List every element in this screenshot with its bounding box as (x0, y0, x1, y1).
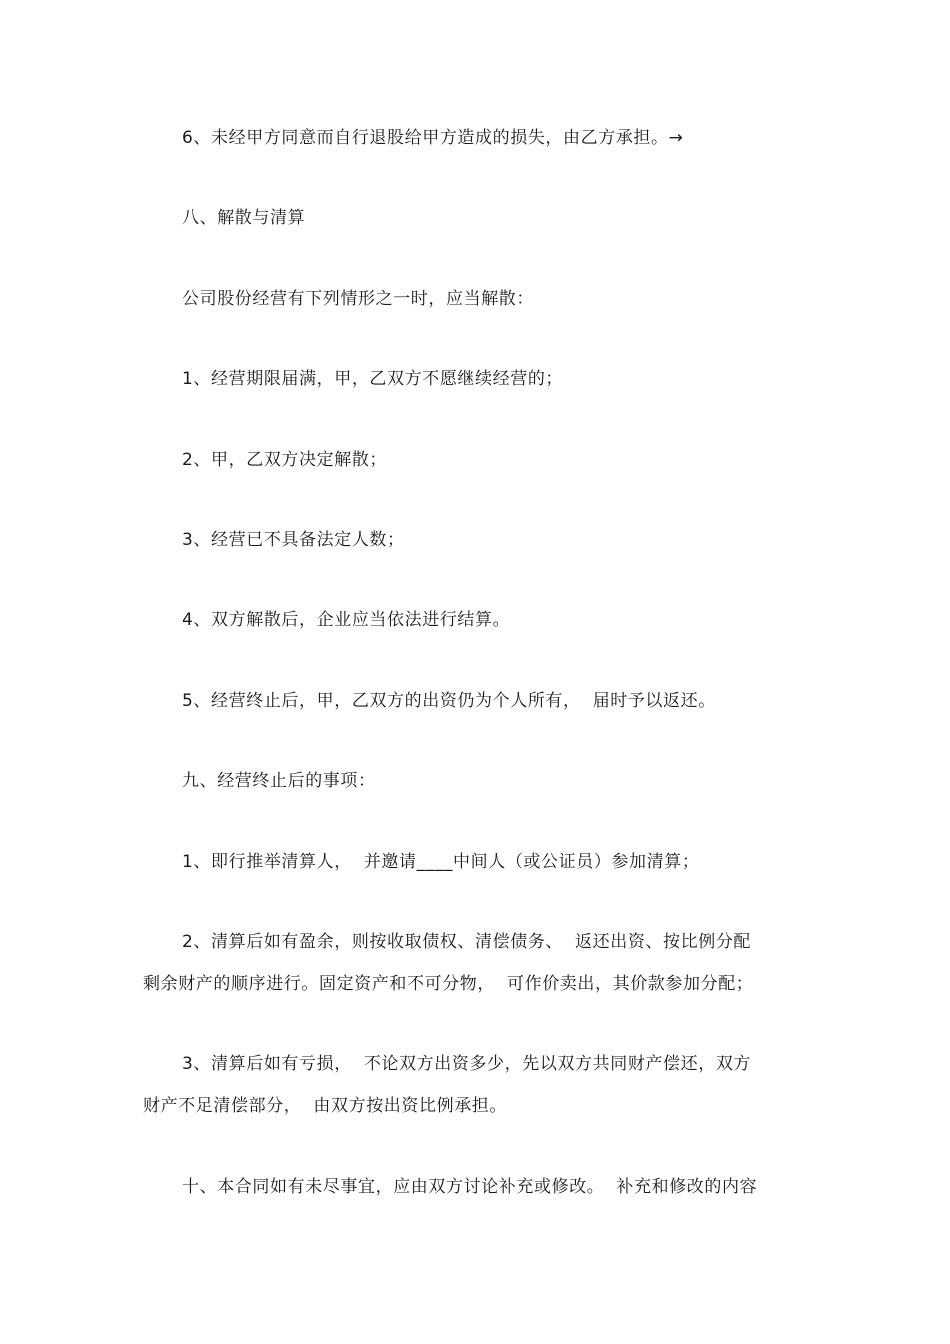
section-8-heading: 八、解散与清算 (182, 208, 306, 228)
termination-item-2-line-2: 剩余财产的顺序进行。固定资产和不可分物， 可作价卖出，其价款参加分配； (143, 974, 754, 994)
termination-item-2-line-1: 2、清算后如有盈余，则按收取债权、清偿债务、 返还出资、按比例分配 (182, 932, 752, 952)
termination-item-1: 1、即行推举清算人， 并邀请____中间人（或公证员）参加清算； (182, 852, 700, 872)
section-8-intro: 公司股份经营有下列情形之一时，应当解散： (182, 289, 534, 309)
dissolution-item-1: 1、经营期限届满，甲，乙双方不愿继续经营的； (182, 369, 564, 389)
termination-item-3-line-1: 3、清算后如有亏损， 不论双方出资多少，先以双方共同财产偿还，双方 (182, 1054, 752, 1074)
dissolution-item-2: 2、甲，乙双方决定解散； (182, 450, 388, 470)
termination-item-3-line-2: 财产不足清偿部分， 由双方按出资比例承担。 (143, 1096, 508, 1116)
dissolution-item-3: 3、经营已不具备法定人数； (182, 530, 405, 550)
clause-6-text: 6、未经甲方同意而自行退股给甲方造成的损失，由乙方承担。→ (182, 128, 684, 148)
dissolution-item-4: 4、双方解散后，企业应当依法进行结算。 (182, 610, 511, 630)
section-10-text: 十、本合同如有未尽事宜，应由双方讨论补充或修改。 补充和修改的内容 (182, 1177, 758, 1197)
section-9-heading: 九、经营终止后的事项： (182, 771, 376, 791)
dissolution-item-5: 5、经营终止后，甲，乙双方的出资仍为个人所有， 届时予以返还。 (182, 691, 716, 711)
